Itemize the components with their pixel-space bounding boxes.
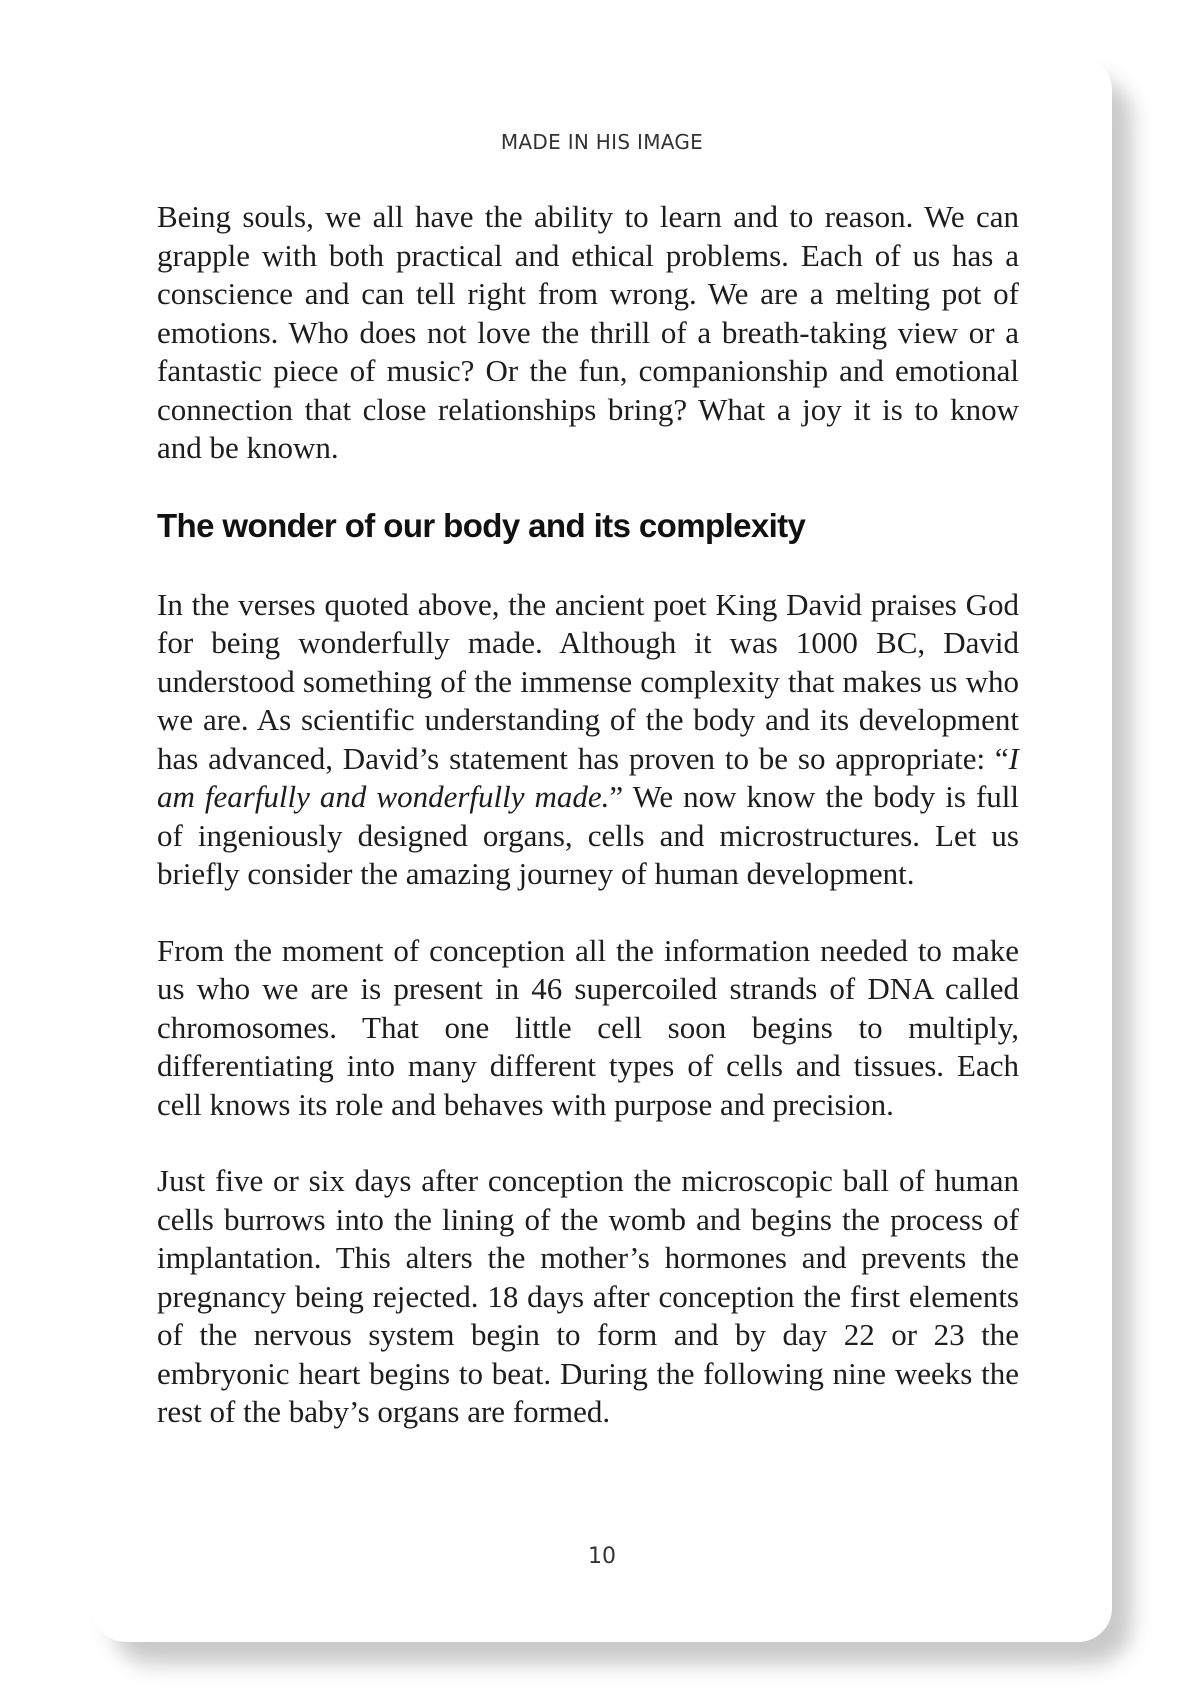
paragraph-text-before-quote: In the verses quoted above, the ancient poet King David praises God for being wonderfully made. Although it was 1000 BC, David understood something of the immense complexity that makes us who we are. As scientific understanding of the body and its development has advanced, David’s statement has proven to be so appropriate: “: [157, 586, 1019, 776]
paragraph-conception: From the moment of conception all the information needed to make us who we are is present in 46 supercoiled strands of DNA called chromosomes. That one little cell soon begins to multiply, differentiating into many different types of cells and tissues. Each cell knows its role and behaves with purpose and precision.: [157, 932, 1019, 1122]
book-page: [92, 56, 1112, 1642]
paragraph-implantation: Just five or six days after conception the microscopic ball of human cells burrows into the lining of the womb and begins the process of implantation. This alters the mother’s hormones and prevents the pregnancy being rejected. 18 days after conception the first elements of the nervous system begin to form and by day 22 or 23 the embryonic heart begins to beat. During the following nine weeks the rest of the baby’s organs are formed.: [157, 1163, 1019, 1429]
paragraph-souls: Being souls, we all have the ability to learn and to reason. We can grapple with both practical and ethical problems. Each of us has a conscience and can tell right from wrong. We are a melting pot of emotions. Who does not love the thrill of a breath-taking view or a fantastic piece of music? Or the fun, companionship and emotional connection that close relationships bring? What a joy it is to know and be known.: [157, 199, 1019, 465]
paragraph-text-after-quote: ” We now know the body is full of ingeniously designed organs, cells and microstructures. Let us briefly consider the amazing journey of human development.: [157, 779, 1019, 891]
italic-quote: I am fearfully and wonderfully made.: [157, 740, 1019, 814]
running-header: MADE IN HIS IMAGE: [500, 130, 704, 154]
paragraph-king-david: [157, 586, 1019, 894]
section-heading: The wonder of our body and its complexity: [157, 506, 806, 544]
page-content: [157, 198, 1019, 1432]
page-number: 10: [588, 1544, 616, 1569]
